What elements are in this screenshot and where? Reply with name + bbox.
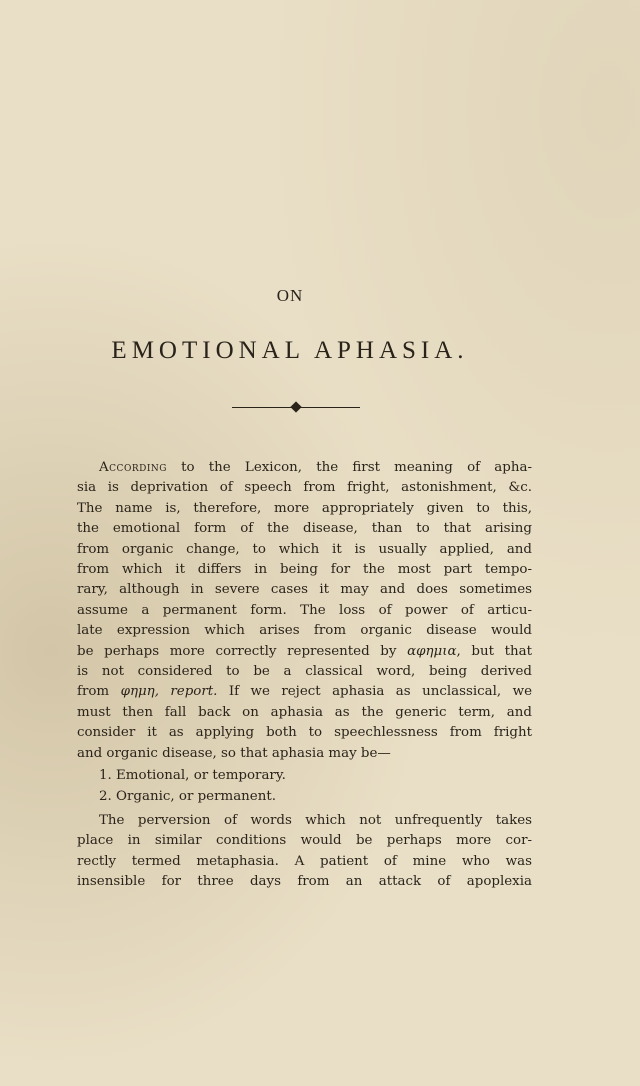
text-line: must then fall back on aphasia as the generic term, and — [77, 704, 532, 720]
diamond-ornament-icon — [290, 401, 301, 412]
text-line — [77, 642, 532, 662]
chapter-title: EMOTIONAL APHASIA. — [111, 337, 469, 364]
text-line: consider it as applying both to speechlessness from fright — [77, 725, 532, 741]
italic-fragment: , report. — [154, 684, 218, 700]
text-fragment: from — [77, 684, 121, 700]
text-line: place in similar conditions would be perhaps more cor- — [77, 833, 532, 849]
greek-word: αφημια — [407, 643, 457, 659]
text-line: from organic change, to which it is usually applied, and — [77, 541, 532, 557]
list-item: 1. Emotional, or temporary. — [99, 768, 286, 784]
text-line: The name is, therefore, more appropriately given to this, — [77, 500, 532, 516]
heading-on: ON — [276, 286, 304, 305]
text-line: sia is deprivation of speech from fright, astonishment, &c. — [77, 480, 532, 496]
list-item: 2. Organic, or permanent. — [99, 788, 276, 804]
drop-word: According — [99, 460, 167, 475]
text-line — [77, 458, 532, 478]
text-fragment: , but that — [456, 643, 533, 659]
text-line: and organic disease, so that aphasia may be— — [77, 745, 391, 761]
text-fragment: be perhaps more correctly represented by — [77, 643, 408, 659]
greek-word: φημη — [120, 684, 155, 700]
text-line: The perversion of words which not unfrequently takes — [99, 812, 532, 828]
text-fragment: If we reject aphasia as unclassical, we — [217, 684, 532, 700]
text-line: rectly termed metaphasia. A patient of mine who was — [77, 853, 532, 869]
text-line: is not considered to be a classical word, being derived — [77, 664, 532, 680]
text-line: rary, although in severe cases it may and does sometimes — [77, 582, 532, 598]
text-line — [77, 682, 532, 702]
text-line: the emotional form of the disease, than to that arising — [77, 521, 532, 537]
text-line: from which it differs in being for the most part tempo- — [77, 562, 532, 578]
text-line: insensible for three days from an attack of apoplexia — [77, 874, 532, 890]
text-line: late expression which arises from organic disease would — [77, 623, 532, 639]
text-line: assume a permanent form. The loss of power of articu- — [77, 602, 532, 618]
body-text — [77, 458, 532, 893]
text-line-rest: to the Lexicon, the first meaning of apha- — [166, 460, 532, 475]
